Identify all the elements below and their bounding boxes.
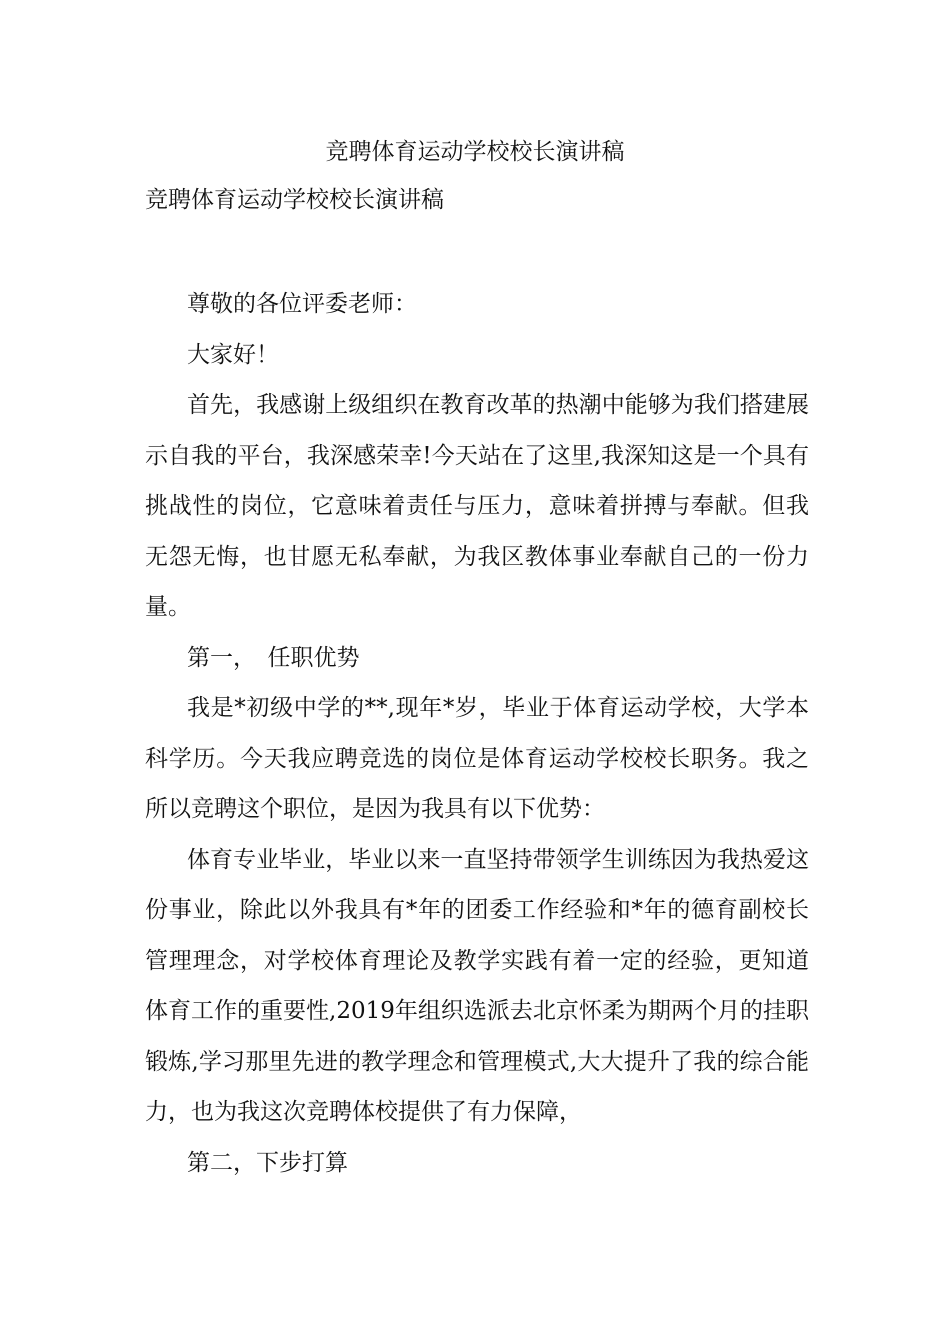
section1-paragraph-1: 我是*初级中学的**,现年*岁，毕业于体育运动学校，大学本科学历。今天我应聘竞选的岗位是体育运动学校校长职务。我之所以竞聘这个职位，是因为我具有以下优势：: [145, 695, 809, 822]
document-body: [145, 279, 809, 1188]
section-heading-2: 第二，下步打算: [187, 1149, 348, 1176]
page-title: 竞聘体育运动学校校长演讲稿: [325, 139, 625, 165]
section1-paragraph-2: 体育专业毕业，毕业以来一直坚持带领学生训练因为我热爱这份事业，除此以外我具有*年的团委工作经验和*年的德育副校长管理理念，对学校体育理论及教学实践有着一定的经验，更知道体育工作的重要性,2019年组织选派去北京怀柔为期两个月的挂职锻炼,学习那里先进的教学理念和管理模式,大大提升了我的综合能力，也为我这次竞聘体校提供了有力保障，: [145, 846, 809, 1125]
section-heading-1: 第一， 任职优势: [187, 644, 360, 671]
greeting: 大家好！: [187, 341, 279, 368]
intro-paragraph: 首先，我感谢上级组织在教育改革的热潮中能够为我们搭建展示自我的平台，我深感荣幸!今天站在了这里,我深知这是一个具有挑战性的岗位，它意味着责任与压力，意味着拼搏与奉献。但我无怨无悔，也甘愿无私奉献，为我区教体事业奉献自己的一份力量。: [145, 392, 809, 620]
salutation: 尊敬的各位评委老师：: [187, 291, 417, 317]
document-subtitle: 竞聘体育运动学校校长演讲稿: [145, 187, 444, 213]
